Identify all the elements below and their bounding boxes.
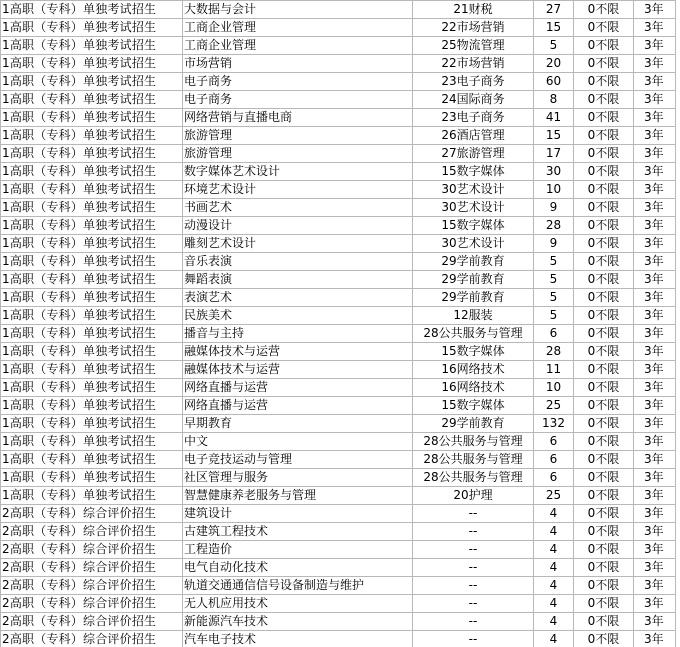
cell-major-group[interactable]: 30艺术设计 (413, 199, 534, 217)
cell-duration[interactable]: 3年 (634, 523, 676, 541)
cell-plan-count[interactable]: 6 (534, 451, 574, 469)
cell-requirement[interactable]: 0不限 (574, 271, 634, 289)
cell-plan-count[interactable]: 20 (534, 55, 574, 73)
cell-admission-type[interactable]: 2高职（专科）综合评价招生 (1, 631, 183, 647)
table-row[interactable] (1, 451, 676, 469)
cell-requirement[interactable]: 0不限 (574, 109, 634, 127)
cell-duration[interactable]: 3年 (634, 559, 676, 577)
cell-requirement[interactable]: 0不限 (574, 217, 634, 235)
table-row[interactable] (1, 271, 676, 289)
table-row[interactable] (1, 217, 676, 235)
cell-major-group[interactable]: -- (413, 577, 534, 595)
cell-plan-count[interactable]: 8 (534, 91, 574, 109)
cell-requirement[interactable]: 0不限 (574, 559, 634, 577)
cell-admission-type[interactable]: 2高职（专科）综合评价招生 (1, 577, 183, 595)
cell-requirement[interactable]: 0不限 (574, 379, 634, 397)
cell-plan-count[interactable]: 41 (534, 109, 574, 127)
cell-duration[interactable]: 3年 (634, 55, 676, 73)
table-row[interactable] (1, 595, 676, 613)
cell-admission-type[interactable]: 1高职（专科）单独考试招生 (1, 307, 183, 325)
cell-major-group[interactable]: -- (413, 559, 534, 577)
cell-admission-type[interactable]: 1高职（专科）单独考试招生 (1, 343, 183, 361)
cell-duration[interactable]: 3年 (634, 361, 676, 379)
table-row[interactable] (1, 487, 676, 505)
cell-major-group[interactable]: 29学前教育 (413, 415, 534, 433)
cell-major[interactable]: 建筑设计 (183, 505, 413, 523)
cell-duration[interactable]: 3年 (634, 1, 676, 19)
cell-plan-count[interactable]: 4 (534, 523, 574, 541)
cell-plan-count[interactable]: 4 (534, 595, 574, 613)
cell-admission-type[interactable]: 1高职（专科）单独考试招生 (1, 145, 183, 163)
cell-admission-type[interactable]: 1高职（专科）单独考试招生 (1, 235, 183, 253)
cell-major[interactable]: 电子商务 (183, 73, 413, 91)
cell-requirement[interactable]: 0不限 (574, 37, 634, 55)
cell-major-group[interactable]: 22市场营销 (413, 55, 534, 73)
cell-requirement[interactable]: 0不限 (574, 163, 634, 181)
table-row[interactable] (1, 19, 676, 37)
cell-duration[interactable]: 3年 (634, 307, 676, 325)
cell-requirement[interactable]: 0不限 (574, 577, 634, 595)
cell-requirement[interactable]: 0不限 (574, 325, 634, 343)
cell-requirement[interactable]: 0不限 (574, 505, 634, 523)
cell-major[interactable]: 社区管理与服务 (183, 469, 413, 487)
cell-major-group[interactable]: 28公共服务与管理 (413, 469, 534, 487)
cell-major-group[interactable]: 15数字媒体 (413, 163, 534, 181)
cell-plan-count[interactable]: 27 (534, 1, 574, 19)
table-row[interactable] (1, 613, 676, 631)
cell-requirement[interactable]: 0不限 (574, 253, 634, 271)
cell-plan-count[interactable]: 60 (534, 73, 574, 91)
cell-major-group[interactable]: 26酒店管理 (413, 127, 534, 145)
cell-duration[interactable]: 3年 (634, 289, 676, 307)
cell-plan-count[interactable]: 6 (534, 325, 574, 343)
cell-plan-count[interactable]: 4 (534, 577, 574, 595)
cell-major-group[interactable]: 29学前教育 (413, 289, 534, 307)
cell-admission-type[interactable]: 1高职（专科）单独考试招生 (1, 37, 183, 55)
cell-plan-count[interactable]: 4 (534, 559, 574, 577)
cell-duration[interactable]: 3年 (634, 613, 676, 631)
cell-duration[interactable]: 3年 (634, 487, 676, 505)
cell-major[interactable]: 音乐表演 (183, 253, 413, 271)
cell-major-group[interactable]: 30艺术设计 (413, 235, 534, 253)
cell-major-group[interactable]: 22市场营销 (413, 19, 534, 37)
cell-admission-type[interactable]: 1高职（专科）单独考试招生 (1, 253, 183, 271)
cell-duration[interactable]: 3年 (634, 343, 676, 361)
cell-major-group[interactable]: -- (413, 541, 534, 559)
cell-duration[interactable]: 3年 (634, 235, 676, 253)
cell-admission-type[interactable]: 2高职（专科）综合评价招生 (1, 523, 183, 541)
cell-duration[interactable]: 3年 (634, 577, 676, 595)
cell-admission-type[interactable]: 1高职（专科）单独考试招生 (1, 55, 183, 73)
cell-duration[interactable]: 3年 (634, 217, 676, 235)
cell-duration[interactable]: 3年 (634, 631, 676, 647)
cell-major[interactable]: 雕刻艺术设计 (183, 235, 413, 253)
cell-duration[interactable]: 3年 (634, 379, 676, 397)
cell-admission-type[interactable]: 1高职（专科）单独考试招生 (1, 433, 183, 451)
table-row[interactable] (1, 433, 676, 451)
cell-major-group[interactable]: -- (413, 505, 534, 523)
cell-major[interactable]: 工商企业管理 (183, 19, 413, 37)
cell-major[interactable]: 旅游管理 (183, 145, 413, 163)
table-row[interactable] (1, 55, 676, 73)
cell-admission-type[interactable]: 1高职（专科）单独考试招生 (1, 73, 183, 91)
cell-plan-count[interactable]: 5 (534, 307, 574, 325)
cell-major[interactable]: 轨道交通通信信号设备制造与维护 (183, 577, 413, 595)
cell-major[interactable]: 智慧健康养老服务与管理 (183, 487, 413, 505)
cell-major-group[interactable]: 15数字媒体 (413, 397, 534, 415)
cell-requirement[interactable]: 0不限 (574, 613, 634, 631)
cell-admission-type[interactable]: 1高职（专科）单独考试招生 (1, 19, 183, 37)
cell-major[interactable]: 网络营销与直播电商 (183, 109, 413, 127)
cell-duration[interactable]: 3年 (634, 469, 676, 487)
cell-major-group[interactable]: 15数字媒体 (413, 343, 534, 361)
cell-admission-type[interactable]: 1高职（专科）单独考试招生 (1, 451, 183, 469)
cell-plan-count[interactable]: 5 (534, 271, 574, 289)
cell-duration[interactable]: 3年 (634, 505, 676, 523)
cell-admission-type[interactable]: 1高职（专科）单独考试招生 (1, 1, 183, 19)
cell-major[interactable]: 旅游管理 (183, 127, 413, 145)
cell-plan-count[interactable]: 4 (534, 541, 574, 559)
cell-major[interactable]: 网络直播与运营 (183, 397, 413, 415)
cell-duration[interactable]: 3年 (634, 37, 676, 55)
table-row[interactable] (1, 235, 676, 253)
cell-major[interactable]: 电子竞技运动与管理 (183, 451, 413, 469)
table-row[interactable] (1, 1, 676, 19)
cell-admission-type[interactable]: 1高职（专科）单独考试招生 (1, 397, 183, 415)
cell-major-group[interactable]: 27旅游管理 (413, 145, 534, 163)
cell-requirement[interactable]: 0不限 (574, 541, 634, 559)
cell-admission-type[interactable]: 1高职（专科）单独考试招生 (1, 181, 183, 199)
table-row[interactable] (1, 559, 676, 577)
cell-plan-count[interactable]: 5 (534, 37, 574, 55)
cell-major-group[interactable]: 25物流管理 (413, 37, 534, 55)
cell-major-group[interactable]: 15数字媒体 (413, 217, 534, 235)
cell-plan-count[interactable]: 5 (534, 289, 574, 307)
cell-plan-count[interactable]: 6 (534, 469, 574, 487)
cell-duration[interactable]: 3年 (634, 19, 676, 37)
cell-major[interactable]: 书画艺术 (183, 199, 413, 217)
cell-major[interactable]: 融媒体技术与运营 (183, 361, 413, 379)
cell-requirement[interactable]: 0不限 (574, 397, 634, 415)
cell-requirement[interactable]: 0不限 (574, 343, 634, 361)
cell-major-group[interactable]: 20护理 (413, 487, 534, 505)
cell-duration[interactable]: 3年 (634, 451, 676, 469)
cell-major[interactable]: 舞蹈表演 (183, 271, 413, 289)
cell-admission-type[interactable]: 2高职（专科）综合评价招生 (1, 505, 183, 523)
cell-major[interactable]: 网络直播与运营 (183, 379, 413, 397)
cell-major-group[interactable]: 29学前教育 (413, 271, 534, 289)
cell-admission-type[interactable]: 1高职（专科）单独考试招生 (1, 289, 183, 307)
cell-requirement[interactable]: 0不限 (574, 631, 634, 647)
cell-admission-type[interactable]: 2高职（专科）综合评价招生 (1, 613, 183, 631)
cell-duration[interactable]: 3年 (634, 433, 676, 451)
cell-major-group[interactable]: 21财税 (413, 1, 534, 19)
cell-plan-count[interactable]: 132 (534, 415, 574, 433)
table-row[interactable] (1, 145, 676, 163)
cell-plan-count[interactable]: 28 (534, 217, 574, 235)
table-row[interactable] (1, 361, 676, 379)
cell-major[interactable]: 播音与主持 (183, 325, 413, 343)
table-row[interactable] (1, 289, 676, 307)
cell-duration[interactable]: 3年 (634, 253, 676, 271)
cell-major[interactable]: 电子商务 (183, 91, 413, 109)
cell-plan-count[interactable]: 28 (534, 343, 574, 361)
cell-admission-type[interactable]: 1高职（专科）单独考试招生 (1, 91, 183, 109)
cell-duration[interactable]: 3年 (634, 271, 676, 289)
cell-major[interactable]: 数字媒体艺术设计 (183, 163, 413, 181)
table-row[interactable] (1, 325, 676, 343)
cell-plan-count[interactable]: 11 (534, 361, 574, 379)
cell-major-group[interactable]: -- (413, 613, 534, 631)
cell-requirement[interactable]: 0不限 (574, 523, 634, 541)
cell-major[interactable]: 中文 (183, 433, 413, 451)
cell-plan-count[interactable]: 17 (534, 145, 574, 163)
cell-major[interactable]: 表演艺术 (183, 289, 413, 307)
cell-plan-count[interactable]: 9 (534, 199, 574, 217)
cell-plan-count[interactable]: 25 (534, 397, 574, 415)
cell-admission-type[interactable]: 1高职（专科）单独考试招生 (1, 415, 183, 433)
cell-requirement[interactable]: 0不限 (574, 1, 634, 19)
cell-requirement[interactable]: 0不限 (574, 451, 634, 469)
cell-duration[interactable]: 3年 (634, 595, 676, 613)
cell-major[interactable]: 融媒体技术与运营 (183, 343, 413, 361)
cell-duration[interactable]: 3年 (634, 415, 676, 433)
cell-plan-count[interactable]: 4 (534, 631, 574, 647)
cell-major[interactable]: 无人机应用技术 (183, 595, 413, 613)
cell-major-group[interactable]: 16网络技术 (413, 379, 534, 397)
cell-requirement[interactable]: 0不限 (574, 469, 634, 487)
cell-plan-count[interactable]: 30 (534, 163, 574, 181)
cell-admission-type[interactable]: 2高职（专科）综合评价招生 (1, 559, 183, 577)
cell-major[interactable]: 汽车电子技术 (183, 631, 413, 647)
table-row[interactable] (1, 397, 676, 415)
table-row[interactable] (1, 523, 676, 541)
cell-major-group[interactable]: 28公共服务与管理 (413, 451, 534, 469)
cell-requirement[interactable]: 0不限 (574, 415, 634, 433)
cell-plan-count[interactable]: 15 (534, 127, 574, 145)
cell-duration[interactable]: 3年 (634, 397, 676, 415)
cell-major-group[interactable]: -- (413, 631, 534, 647)
cell-duration[interactable]: 3年 (634, 163, 676, 181)
cell-major-group[interactable]: 24国际商务 (413, 91, 534, 109)
cell-admission-type[interactable]: 1高职（专科）单独考试招生 (1, 217, 183, 235)
cell-requirement[interactable]: 0不限 (574, 487, 634, 505)
cell-admission-type[interactable]: 1高职（专科）单独考试招生 (1, 325, 183, 343)
cell-major-group[interactable]: -- (413, 595, 534, 613)
table-row[interactable] (1, 91, 676, 109)
cell-major[interactable]: 工程造价 (183, 541, 413, 559)
table-row[interactable] (1, 37, 676, 55)
cell-major[interactable]: 大数据与会计 (183, 1, 413, 19)
cell-duration[interactable]: 3年 (634, 181, 676, 199)
cell-admission-type[interactable]: 1高职（专科）单独考试招生 (1, 163, 183, 181)
cell-major[interactable]: 工商企业管理 (183, 37, 413, 55)
table-row[interactable] (1, 343, 676, 361)
table-row[interactable] (1, 631, 676, 647)
table-row[interactable] (1, 253, 676, 271)
table-row[interactable] (1, 163, 676, 181)
cell-major[interactable]: 动漫设计 (183, 217, 413, 235)
cell-admission-type[interactable]: 1高职（专科）单独考试招生 (1, 361, 183, 379)
cell-requirement[interactable]: 0不限 (574, 55, 634, 73)
cell-requirement[interactable]: 0不限 (574, 19, 634, 37)
cell-admission-type[interactable]: 1高职（专科）单独考试招生 (1, 469, 183, 487)
table-row[interactable] (1, 577, 676, 595)
cell-major-group[interactable]: 29学前教育 (413, 253, 534, 271)
cell-plan-count[interactable]: 4 (534, 505, 574, 523)
cell-duration[interactable]: 3年 (634, 199, 676, 217)
cell-admission-type[interactable]: 1高职（专科）单独考试招生 (1, 199, 183, 217)
cell-plan-count[interactable]: 15 (534, 19, 574, 37)
cell-plan-count[interactable]: 25 (534, 487, 574, 505)
cell-duration[interactable]: 3年 (634, 541, 676, 559)
cell-major[interactable]: 古建筑工程技术 (183, 523, 413, 541)
cell-major[interactable]: 民族美术 (183, 307, 413, 325)
cell-admission-type[interactable]: 2高职（专科）综合评价招生 (1, 541, 183, 559)
cell-major[interactable]: 早期教育 (183, 415, 413, 433)
table-row[interactable] (1, 199, 676, 217)
cell-requirement[interactable]: 0不限 (574, 361, 634, 379)
cell-major-group[interactable]: 28公共服务与管理 (413, 433, 534, 451)
cell-requirement[interactable]: 0不限 (574, 433, 634, 451)
cell-requirement[interactable]: 0不限 (574, 289, 634, 307)
cell-requirement[interactable]: 0不限 (574, 127, 634, 145)
cell-requirement[interactable]: 0不限 (574, 91, 634, 109)
cell-plan-count[interactable]: 9 (534, 235, 574, 253)
cell-plan-count[interactable]: 6 (534, 433, 574, 451)
table-row[interactable] (1, 505, 676, 523)
table-row[interactable] (1, 73, 676, 91)
cell-major-group[interactable]: 30艺术设计 (413, 181, 534, 199)
cell-requirement[interactable]: 0不限 (574, 595, 634, 613)
cell-admission-type[interactable]: 1高职（专科）单独考试招生 (1, 127, 183, 145)
cell-major-group[interactable]: -- (413, 523, 534, 541)
cell-requirement[interactable]: 0不限 (574, 73, 634, 91)
cell-duration[interactable]: 3年 (634, 325, 676, 343)
table-row[interactable] (1, 469, 676, 487)
cell-duration[interactable]: 3年 (634, 109, 676, 127)
cell-major-group[interactable]: 23电子商务 (413, 109, 534, 127)
cell-requirement[interactable]: 0不限 (574, 181, 634, 199)
table-body (1, 1, 676, 647)
cell-admission-type[interactable]: 1高职（专科）单独考试招生 (1, 379, 183, 397)
cell-plan-count[interactable]: 10 (534, 181, 574, 199)
cell-requirement[interactable]: 0不限 (574, 235, 634, 253)
cell-duration[interactable]: 3年 (634, 73, 676, 91)
table-row[interactable] (1, 541, 676, 559)
cell-major[interactable]: 新能源汽车技术 (183, 613, 413, 631)
cell-major-group[interactable]: 12服装 (413, 307, 534, 325)
cell-major[interactable]: 环境艺术设计 (183, 181, 413, 199)
cell-major-group[interactable]: 16网络技术 (413, 361, 534, 379)
table-row[interactable] (1, 181, 676, 199)
cell-admission-type[interactable]: 1高职（专科）单独考试招生 (1, 109, 183, 127)
cell-major[interactable]: 电气自动化技术 (183, 559, 413, 577)
cell-duration[interactable]: 3年 (634, 91, 676, 109)
cell-major-group[interactable]: 28公共服务与管理 (413, 325, 534, 343)
table-row[interactable] (1, 127, 676, 145)
table-row[interactable] (1, 307, 676, 325)
cell-plan-count[interactable]: 5 (534, 253, 574, 271)
cell-major-group[interactable]: 23电子商务 (413, 73, 534, 91)
cell-requirement[interactable]: 0不限 (574, 145, 634, 163)
cell-requirement[interactable]: 0不限 (574, 307, 634, 325)
table-row[interactable] (1, 415, 676, 433)
cell-major[interactable]: 市场营销 (183, 55, 413, 73)
cell-plan-count[interactable]: 10 (534, 379, 574, 397)
cell-duration[interactable]: 3年 (634, 145, 676, 163)
table-row[interactable] (1, 379, 676, 397)
cell-duration[interactable]: 3年 (634, 127, 676, 145)
cell-plan-count[interactable]: 4 (534, 613, 574, 631)
cell-admission-type[interactable]: 2高职（专科）综合评价招生 (1, 595, 183, 613)
cell-admission-type[interactable]: 1高职（专科）单独考试招生 (1, 271, 183, 289)
cell-admission-type[interactable]: 1高职（专科）单独考试招生 (1, 487, 183, 505)
cell-requirement[interactable]: 0不限 (574, 199, 634, 217)
table-row[interactable] (1, 109, 676, 127)
